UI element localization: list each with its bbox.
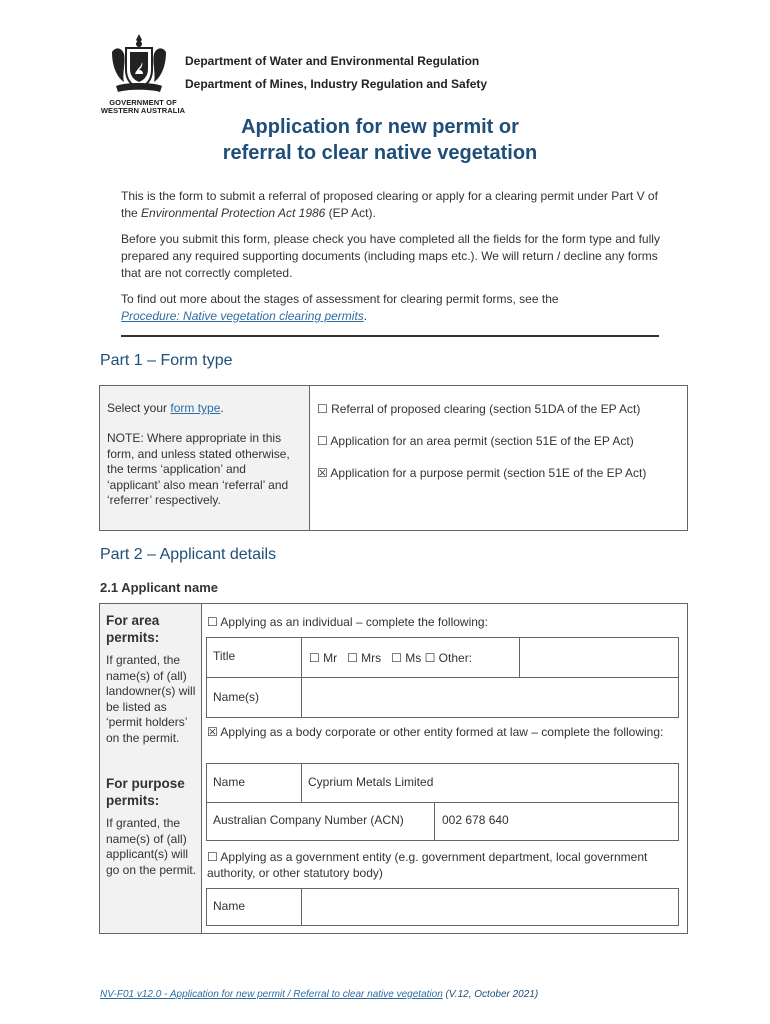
wa-government-crest-logo [108, 32, 170, 96]
title-other-field[interactable] [519, 637, 679, 678]
option-area-permit-checkbox[interactable]: ☐ Application for an area permit (section 51E of the EP Act) [317, 434, 634, 448]
section-2-1-heading: 2.1 Applicant name [100, 580, 218, 595]
title-label: Title [213, 649, 236, 663]
individual-checkbox[interactable]: ☐ Applying as an individual – complete the following: [207, 615, 488, 629]
body-corporate-checkbox[interactable]: ☒ Applying as a body corporate or other entity formed at law – complete the following: [207, 725, 664, 739]
option-purpose-permit-checkbox[interactable]: ☒ Application for a purpose permit (section 51E of the EP Act) [317, 466, 647, 480]
name-label: Name [213, 775, 246, 789]
acn-label: Australian Company Number (ACN) [213, 813, 404, 827]
intro-paragraph-1: This is the form to submit a referral of proposed clearing or apply for a clearing permit under Part V of the Environmental Protection Act 1986 (EP Act). [121, 189, 658, 220]
part1-note: NOTE: Where appropriate in this form, and unless stated otherwise, the terms ‘application’ and ‘applicant’ also mean ‘referral’ and ‘referrer’ respectively. [107, 431, 290, 507]
company-name-value: Cyprium Metals Limited [308, 775, 434, 789]
area-permits-title: For area permits: [106, 613, 160, 645]
government-entity-checkbox[interactable]: ☐ Applying as a government entity (e.g. government department, local government authority, or other statutory body) [207, 850, 648, 880]
government-logo-text: GOVERNMENT OF WESTERN AUSTRALIA [100, 98, 186, 115]
department-line-2: Department of Mines, Industry Regulation and Safety [185, 77, 488, 91]
names-input[interactable] [301, 677, 679, 718]
intro-paragraph-3: To find out more about the stages of assessment for clearing permit forms, see the Procedure: Native vegetation clearing permits. [121, 292, 559, 323]
area-permits-text: If granted, the name(s) of (all) landowner(s) will be listed as ‘permit holders’ on the permit. [106, 653, 196, 745]
part1-heading: Part 1 – Form type [100, 352, 233, 369]
document-title: Application for new permit or referral to clear native vegetation [222, 116, 538, 164]
select-form-type-text: Select your form type. [107, 401, 224, 415]
form-type-link[interactable]: form type [170, 401, 221, 415]
gov-name-input[interactable] [301, 888, 679, 926]
gov-name-label: Name [213, 899, 246, 913]
acn-value: 002 678 640 [442, 813, 509, 827]
purpose-permits-text: If granted, the name(s) of (all) applicant(s) will go on the permit. [106, 816, 197, 877]
procedure-link[interactable]: Procedure: Native vegetation clearing permits [121, 309, 364, 323]
department-line-1: Department of Water and Environmental Regulation [185, 54, 480, 68]
title-options-checkboxes[interactable]: ☐ Mr ☐ Mrs ☐ Ms ☐ Other: [309, 651, 473, 665]
footer-document-link[interactable]: NV-F01 v12.0 - Application for new permit / Referral to clear native vegetation [100, 989, 443, 1000]
option-referral-checkbox[interactable]: ☐ Referral of proposed clearing (section 51DA of the EP Act) [317, 402, 641, 416]
part2-heading: Part 2 – Applicant details [100, 546, 277, 563]
footer: NV-F01 v12.0 - Application for new permit / Referral to clear native vegetation (V.12, October 2021) [100, 989, 539, 1000]
divider [121, 335, 659, 337]
names-label: Name(s) [213, 690, 260, 704]
purpose-permits-title: For purpose permits: [106, 776, 185, 808]
intro-paragraph-2: Before you submit this form, please check you have completed all the fields for the form type and fully prepared any required supporting documents (including maps etc.). We will return / decline any forms that are not correctly completed. [121, 232, 660, 280]
